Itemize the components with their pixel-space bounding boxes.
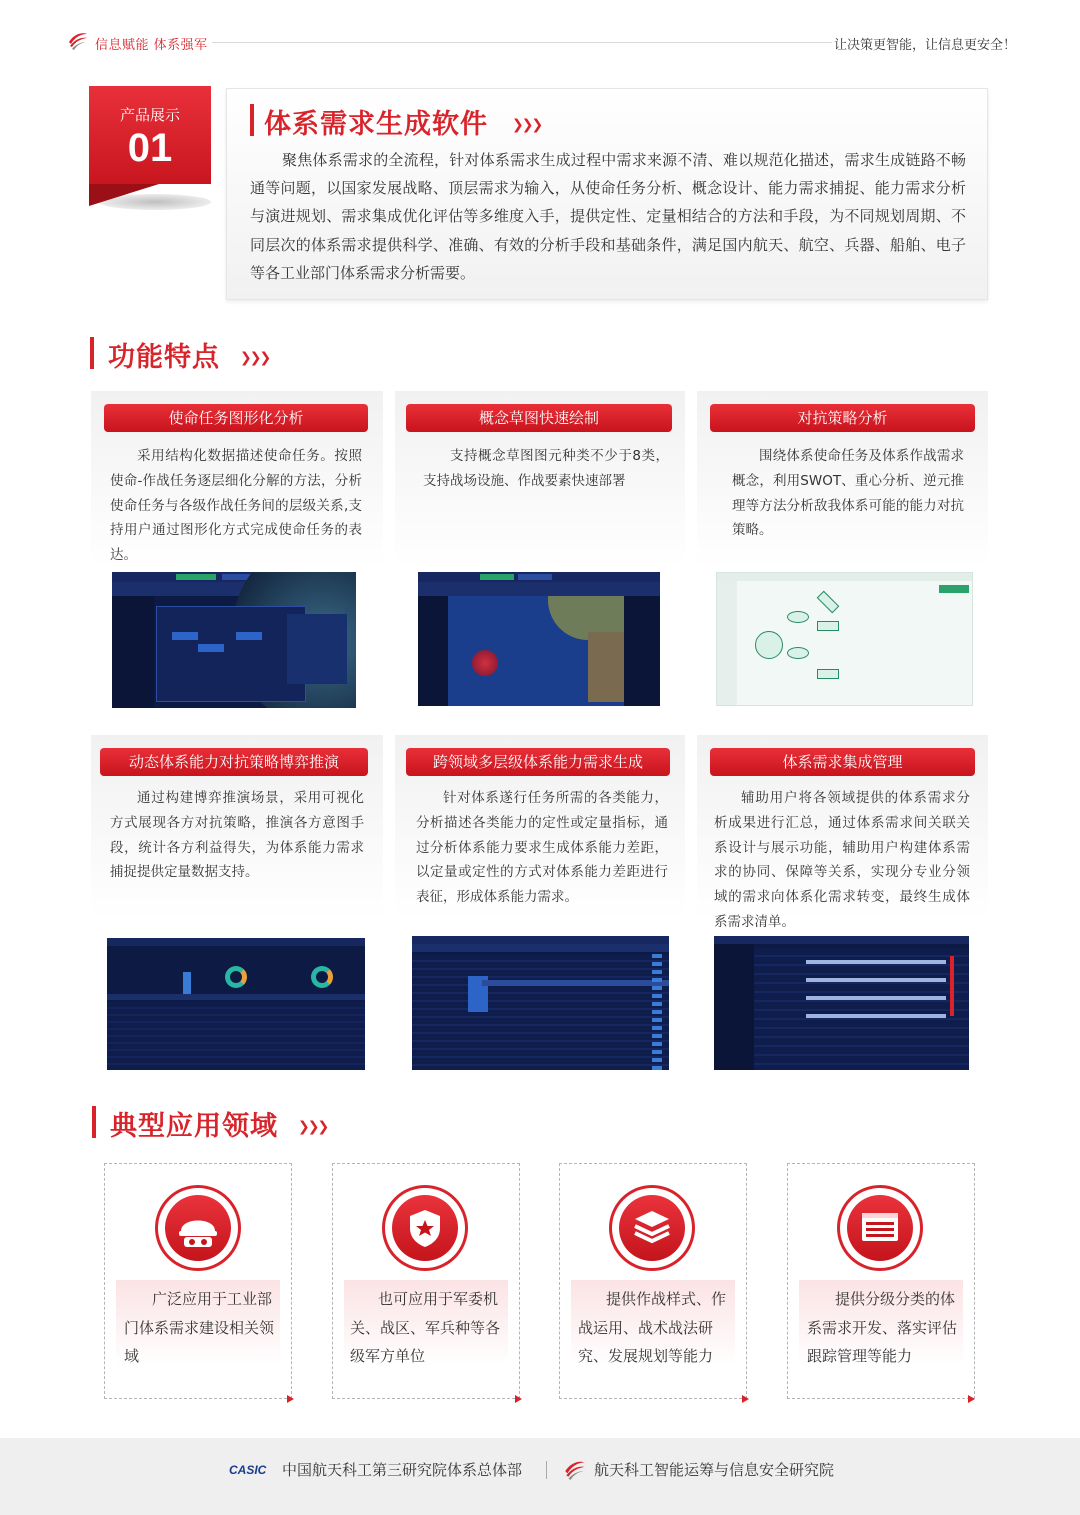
feature-card: [91, 735, 383, 1073]
feature-card-text: 围绕体系使命任务及体系作战需求概念，利用SWOT、重心分析、逆元推理等方法分析敌我体系可能的能力对抗策略。: [732, 448, 964, 539]
feature-card: [697, 735, 988, 1073]
feature-card-title: 动态体系能力对抗策略博弈推演: [100, 748, 368, 776]
layers-icon: [619, 1195, 685, 1261]
screenshot-mission-analysis: [112, 572, 356, 708]
applications-heading: 典型应用领域: [110, 1111, 278, 1142]
institute-logo-icon: [562, 1456, 588, 1482]
feature-card-text: 通过构建博弈推演场景，采用可视化方式展现各方对抗策略，推演各方意图手段，统计各方利益得失，为体系能力需求捕捉提供定量数据支持。: [110, 790, 364, 881]
feature-card: [697, 391, 988, 715]
application-text: 广泛应用于工业部门体系需求建设相关领域: [124, 1290, 275, 1365]
application-text: 提供分级分类的体系需求开发、落实评估跟踪管理等能力: [807, 1290, 958, 1365]
application-text: 提供作战样式、作战运用、战术战法研究、发展规划等能力: [578, 1290, 727, 1365]
arrows-icon: ❯❯❯: [240, 350, 270, 366]
screenshot-capability-requirements: [412, 936, 669, 1070]
institute-logo-icon: [66, 28, 90, 52]
screenshot-concept-sketch: [418, 572, 660, 706]
features-heading: 功能特点: [108, 342, 220, 373]
helmet-icon: [165, 1195, 231, 1261]
badge-label: 产品展示: [119, 106, 180, 124]
header-slogan-right: 让决策更智能，让信息更安全！: [833, 38, 1016, 53]
header-slogan-left: 信息赋能 体系强军: [95, 38, 208, 53]
feature-card-title: 概念草图快速绘制: [406, 404, 672, 432]
feature-card-title: 对抗策略分析: [710, 404, 975, 432]
application-text: 也可应用于军委机关、战区、军兵种等各级军方单位: [350, 1290, 501, 1365]
header-divider: [212, 42, 832, 43]
feature-card-title: 体系需求集成管理: [710, 748, 975, 776]
arrow-right-icon: [515, 1395, 522, 1403]
police-badge-icon: [392, 1195, 458, 1261]
page-footer: [0, 1438, 1080, 1515]
screenshot-strategy-analysis: [716, 572, 973, 706]
arrow-right-icon: [287, 1395, 294, 1403]
feature-card-title: 使命任务图形化分析: [104, 404, 368, 432]
product-title: 体系需求生成软件: [264, 109, 488, 140]
page-header: [0, 0, 1080, 70]
arrows-icon: ❯❯❯: [512, 117, 542, 133]
feature-card: [395, 735, 685, 1073]
screenshot-game-deduction: [107, 938, 365, 1070]
feature-card-title: 跨领域多层级体系能力需求生成: [406, 748, 670, 776]
footer-org-2: 航天科工智能运筹与信息安全研究院: [594, 1461, 835, 1479]
arrow-right-icon: [968, 1395, 975, 1403]
casic-logo: CASIC: [229, 1463, 267, 1477]
feature-card-text: 支持概念草图图元种类不少于8类，支持战场设施、作战要素快速部署: [423, 448, 669, 489]
footer-org-1: 中国航天科工第三研究院体系总体部: [282, 1461, 523, 1479]
product-badge: [89, 86, 211, 206]
feature-card-text: 辅助用户将各领域提供的体系需求分析成果进行汇总，通过体系需求间关联关系设计与展示功能，辅助用户构建体系需求的协同、保障等关系，实现分专业分领域的需求向体系化需求转变，最终生成体系需求清单。: [714, 790, 970, 930]
feature-card-text: 采用结构化数据描述使命任务。按照使命-作战任务逐层细化分解的方法，分析使命任务与各级作战任务间的层级关系,支持用户通过图形化方式完成使命任务的表达。: [110, 448, 362, 564]
badge-number: 01: [127, 126, 173, 170]
feature-card-text: 针对体系遂行任务所需的各类能力，分析描述各类能力的定性或定量指标，通过分析体系能力要求生成体系能力差距，以定量或定性的方式对体系能力差距进行表征，形成体系能力需求。: [416, 790, 668, 906]
binary-data-icon: [847, 1195, 913, 1261]
product-description: 聚焦体系需求的全流程，针对体系需求生成过程中需求来源不清、难以规范化描述，需求生成链路不畅通等问题，以国家发展战略、顶层需求为输入，从使命任务分析、概念设计、能力需求捕捉、能力需求分析与演进规划、需求集成优化评估等多维度入手，提供定性、定量相结合的方法和手段，为不同规划周期、不同层次的体系需求提供科学、准确、有效的分析手段和基础条件，满足国内航天、航空、兵器、船舶、电子等各工业部门体系需求分析需要。: [250, 151, 966, 282]
feature-card: [91, 391, 383, 715]
arrow-right-icon: [742, 1395, 749, 1403]
screenshot-requirements-management: [714, 936, 969, 1070]
arrows-icon: ❯❯❯: [298, 1119, 328, 1135]
feature-card: [395, 391, 685, 715]
